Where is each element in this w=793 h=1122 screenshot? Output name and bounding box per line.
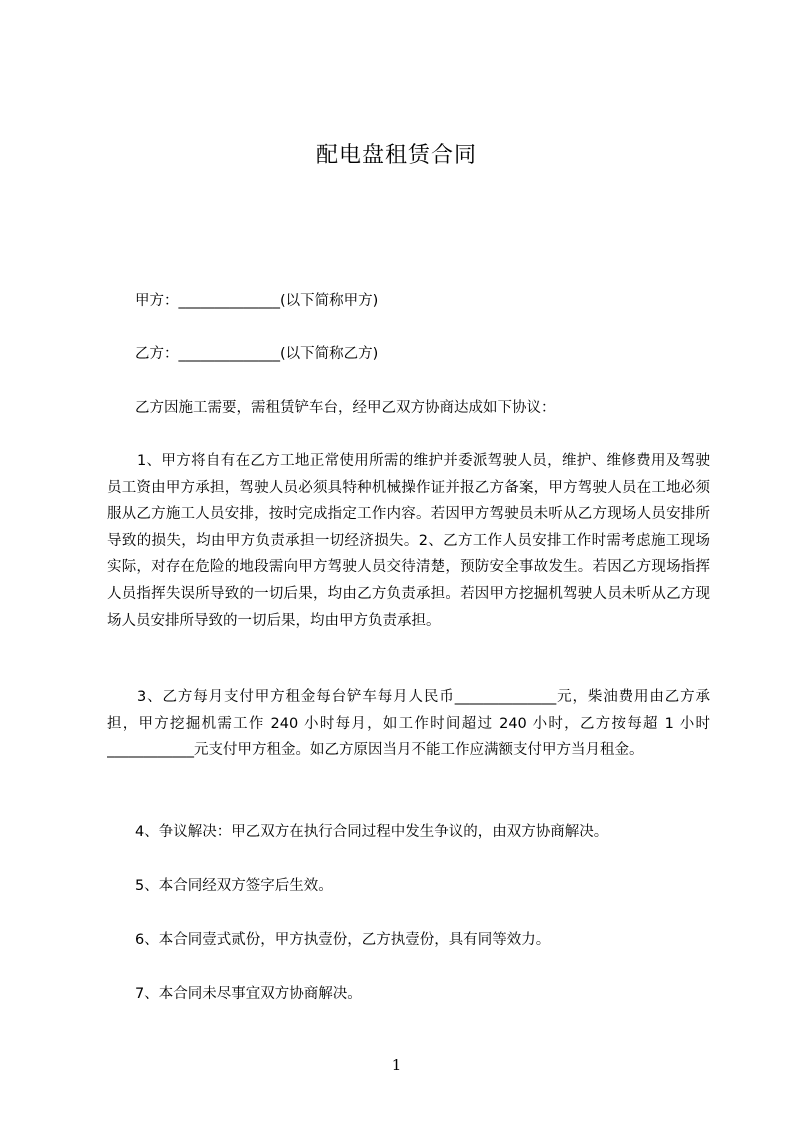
document-title: 配电盘租赁合同 <box>315 143 477 168</box>
clause-7-paragraph: 7、本合同未尽事宜双方协商解决。 <box>135 986 362 1002</box>
clause-4-paragraph: 4、争议解决：甲乙双方在执行合同过程中发生争议的，由双方协商解决。 <box>135 824 609 840</box>
clause-5-paragraph: 5、本合同经双方签字后生效。 <box>135 878 333 894</box>
party-b-line: 乙方：______________(以下简称乙方) <box>135 346 379 362</box>
page-number: 1 <box>391 1056 402 1074</box>
party-a-line: 甲方：______________(以下简称甲方) <box>135 293 379 309</box>
clause-3-paragraph: 3、乙方每月支付甲方租金每台铲车每月人民币______________元，柴油费用由乙方承担，甲方挖掘机需工作 240 小时每月，如工作时间超过 240 小时，乙方按每超 1 小时____________元支付甲方租金。如乙方原因当月不能工作应满额支付甲方当月租金。 <box>107 689 710 759</box>
intro-paragraph: 乙方因施工需要，需租赁铲车台，经甲乙双方协商达成如下协议： <box>135 400 556 416</box>
clause-6-paragraph: 6、本合同壹式贰份，甲方执壹份，乙方执壹份，具有同等效力。 <box>135 932 551 948</box>
clause-1-paragraph: 1、甲方将自有在乙方工地正常使用所需的维护并委派驾驶人员，维护、维修费用及驾驶员工资由甲方承担，驾驶人员必须具特种机械操作证并报乙方备案，甲方驾驶人员在工地必须服从乙方施工人员安排，按时完成指定工作内容。若因甲方驾驶员未听从乙方现场人员安排所导致的损失，均由甲方负责承担一切经济损失。2、乙方工作人员安排工作时需考虑施工现场实际，对存在危险的地段需向甲方驾驶人员交待清楚，预防安全事故发生。若因乙方现场指挥人员指挥失误所导致的一切后果，均由乙方负责承担。若因甲方挖掘机驾驶人员未听从乙方现场人员安排所导致的一切后果，均由甲方负责承担。 <box>107 453 710 629</box>
